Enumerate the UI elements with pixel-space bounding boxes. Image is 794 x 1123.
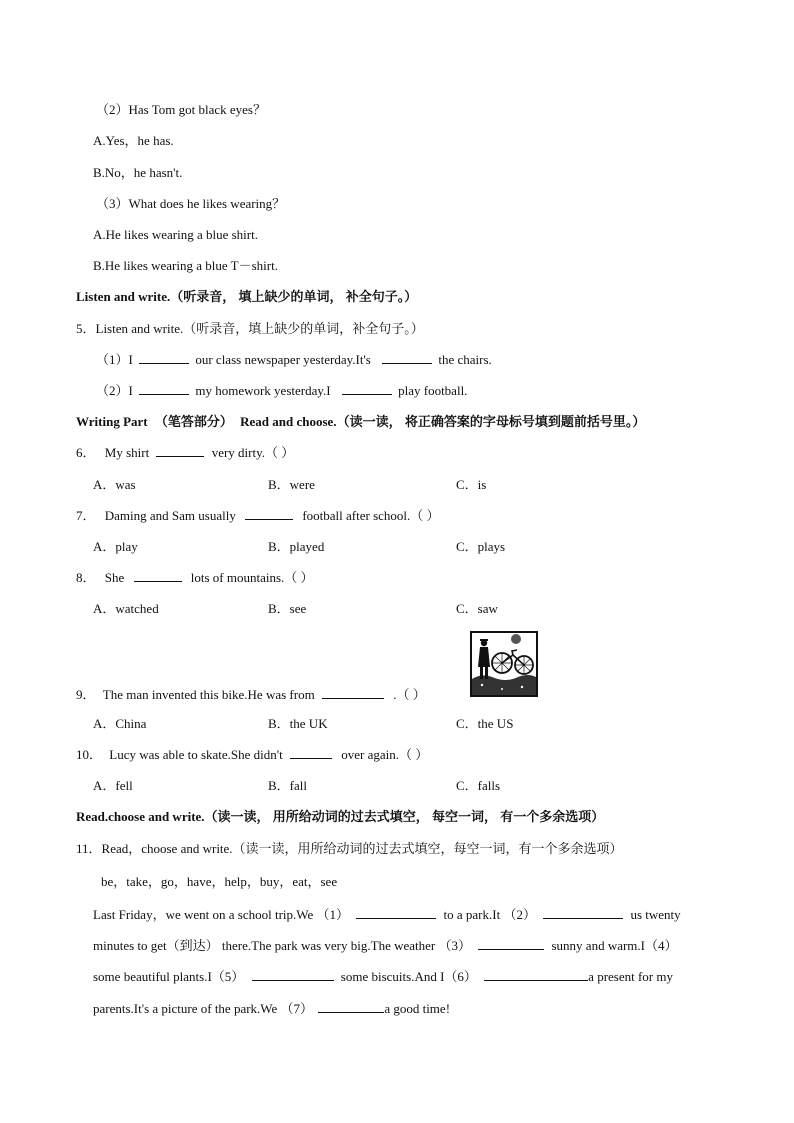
section-writing-zh1: （笔答部分） (154, 414, 233, 429)
q9-pre: The man invented this bike.He was from (102, 687, 315, 702)
q4-sub3-option-b: B.He likes wearing a blue T－shirt. (93, 258, 278, 273)
q8-option-a: A．watched (93, 601, 159, 616)
q9-option-b: B．the UK (268, 716, 328, 731)
q5-line2-blank2[interactable] (342, 383, 392, 395)
q4-sub3-option-a: A.He likes wearing a blue shirt. (93, 227, 258, 242)
section-read-write-zh: （读一读， 用所给动词的过去式填空， 每空一词， 有一个多余选项） (204, 809, 605, 824)
q6-option-b: B．were (268, 477, 315, 492)
q7-option-c: C．plays (456, 539, 506, 554)
q11-p4b: a good time! (384, 1001, 451, 1016)
q6-pre: My shirt (104, 445, 150, 460)
q5-line1-pre: （1）I (96, 352, 133, 367)
q5-line2-post: play football. (398, 383, 468, 398)
q11-passage-line2 (93, 938, 678, 954)
q7-blank[interactable] (245, 508, 293, 520)
q11-p1c: us twenty (630, 907, 681, 922)
q10-post: over again.（ ） (341, 747, 429, 762)
section-writing-heading (76, 414, 645, 430)
q8-option-c: C．saw (456, 601, 498, 616)
q9-stem (76, 687, 426, 703)
q7-option-b: B．played (268, 539, 325, 554)
section-listen-write-heading (76, 289, 417, 305)
q10-blank[interactable] (290, 747, 332, 759)
q10-stem (76, 747, 428, 763)
section-read-write-heading (76, 809, 604, 825)
q10-option-b: B．fall (268, 778, 307, 793)
q11-stem: 11．Read，choose and write.（读一读，用所给动词的过去式填空，每空一词，有一个多余选项） (76, 841, 623, 856)
q8-pre: She (104, 570, 125, 585)
q11-blank-2[interactable] (543, 907, 623, 919)
q10-option-a: A．fell (93, 778, 133, 793)
q9-blank[interactable] (322, 687, 384, 699)
bicycle-man-illustration (470, 631, 538, 697)
q11-blank-1[interactable] (356, 907, 436, 919)
q11-p2a: minutes to get（到达） there.The park was very big.The weather （3） (93, 938, 471, 953)
q11-p1a: Last Friday，we went on a school trip.We （1） (93, 907, 350, 922)
q5-stem: 5．Listen and write.（听录音，填上缺少的单词，补全句子。） (76, 321, 424, 336)
q9-option-c: C．the US (456, 716, 514, 731)
q10-option-c: C．falls (456, 778, 501, 793)
q5-line1 (96, 352, 492, 368)
section-writing-en1: Writing Part (76, 414, 148, 429)
section-writing-en2: Read and choose. (240, 414, 337, 429)
q9-num: 9． (76, 687, 96, 702)
q11-passage-line3 (93, 969, 673, 985)
q11-p4a: parents.It's a picture of the park.We （7） (93, 1001, 314, 1016)
bicycle-icon (472, 633, 536, 695)
q7-post: football after school.（ ） (302, 508, 440, 523)
q10-num: 10． (76, 747, 103, 762)
q5-line2-mid: my homework yesterday.I (195, 383, 331, 398)
q11-blank-5[interactable] (252, 969, 334, 981)
q11-word-bank: be，take，go，have，help，buy，eat，see (101, 874, 338, 889)
section-read-write-en: Read.choose and write. (76, 809, 205, 824)
q8-post: lots of mountains.（ ） (190, 570, 314, 585)
q11-blank-6[interactable] (484, 969, 588, 981)
q4-sub3-question: （3）What does he likes wearing？ (96, 196, 286, 211)
q8-stem (76, 570, 314, 586)
q11-p3a: some beautiful plants.I（5） (93, 969, 245, 984)
q7-stem (76, 508, 440, 524)
q9-option-a: A．China (93, 716, 147, 731)
section-listen-write-en: Listen and write. (76, 289, 171, 304)
q11-passage-line4 (93, 1001, 450, 1017)
q10-pre: Lucy was able to skate.She didn't (109, 747, 283, 762)
q6-option-c: C．is (456, 477, 487, 492)
q6-post: very dirty.（ ） (211, 445, 295, 460)
q6-option-a: A．was (93, 477, 136, 492)
q4-sub2-option-b: B.No，he hasn't. (93, 165, 183, 180)
q7-option-a: A．play (93, 539, 138, 554)
q11-blank-3[interactable] (478, 938, 544, 950)
q5-line1-post: the chairs. (438, 352, 492, 367)
q8-num: 8． (76, 570, 96, 585)
q11-p1b: to a park.It （2） (443, 907, 536, 922)
q7-pre: Daming and Sam usually (104, 508, 236, 523)
q11-p2b: sunny and warm.I（4） (551, 938, 678, 953)
q4-sub2-question: （2）Has Tom got black eyes？ (96, 102, 266, 117)
q5-line1-blank1[interactable] (139, 352, 189, 364)
q8-option-b: B．see (268, 601, 307, 616)
q4-sub2-option-a: A.Yes，he has. (93, 133, 174, 148)
q7-num: 7． (76, 508, 96, 523)
section-writing-zh2: （读一读， 将正确答案的字母标号填到题前括号里。） (336, 414, 646, 429)
q5-line2 (96, 383, 467, 399)
q6-stem (76, 445, 294, 461)
q11-p3c: a present for my (588, 969, 674, 984)
q6-blank[interactable] (156, 445, 204, 457)
q5-line1-mid: our class newspaper yesterday.It's (195, 352, 371, 367)
q11-blank-7[interactable] (318, 1001, 384, 1013)
q5-line2-blank1[interactable] (139, 383, 189, 395)
q5-line2-pre: （2）I (96, 383, 133, 398)
q5-line1-blank2[interactable] (382, 352, 432, 364)
q8-blank[interactable] (134, 570, 182, 582)
q6-num: 6． (76, 445, 96, 460)
section-listen-write-zh: （听录音， 填上缺少的单词， 补全句子。） (170, 289, 418, 304)
q11-passage-line1 (93, 907, 681, 923)
q11-p3b: some biscuits.And I（6） (340, 969, 477, 984)
q9-post: .（ ） (393, 687, 426, 702)
